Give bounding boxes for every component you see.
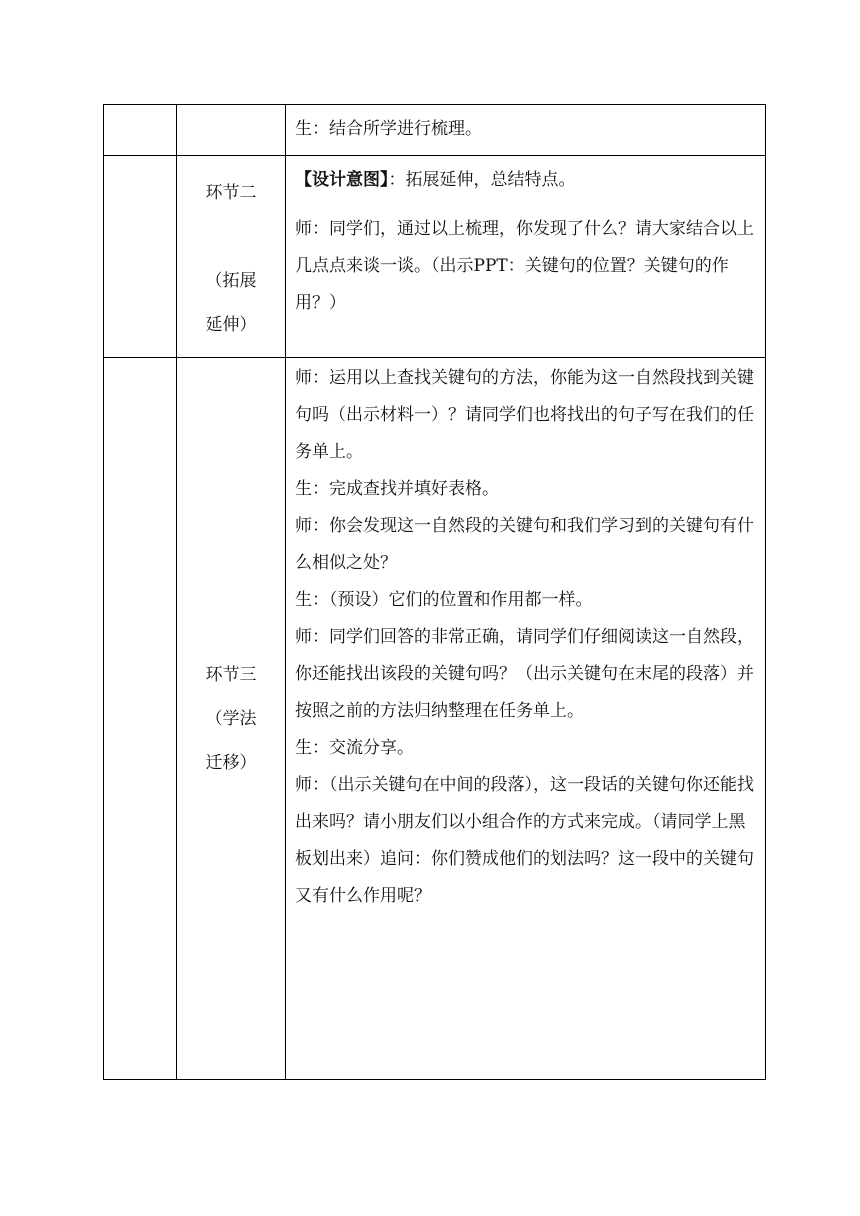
paragraph: 生：交流分享。 [295, 738, 414, 758]
paragraph: 生：（预设）它们的位置和作用都一样。 [295, 590, 593, 610]
content-cell [286, 156, 766, 358]
paragraph: 师：同学们回答的非常正确，请同学们仔细阅读这一自然段，你还能找出该段的关键句吗？（出示关键句在末尾的段落）并按照之前的方法归纳整理在任务单上。 [295, 627, 754, 721]
paragraph: 师：（出示关键句在中间的段落），这一段话的关键句你还能找出来吗？请小朋友们以小组合作的方式来完成。（请同学上黑板划出来）追问：你们赞成他们的划法吗？这一段中的关键句又有什么作用呢？ [295, 775, 754, 906]
design-intent-text: ：拓展延伸，总结特点。 [388, 170, 576, 190]
section-cell [177, 156, 286, 358]
section-cell [177, 358, 286, 1080]
lesson-plan-table [103, 104, 766, 1080]
empty-cell [104, 105, 177, 156]
table-row [104, 156, 766, 358]
section-title: 环节二 [205, 183, 257, 203]
table-row [104, 358, 766, 1080]
design-bracket-open: 【 [295, 170, 312, 190]
table-row [104, 105, 766, 156]
design-bracket-close: 】 [380, 170, 389, 190]
empty-cell [104, 358, 177, 1080]
content-cell [286, 105, 766, 156]
paragraph: 师：同学们，通过以上梳理，你发现了什么？请大家结合以上几点点来谈一谈。（出示PPT：关键句的位置？关键句的作用？） [295, 219, 754, 313]
paragraph: 生：结合所学进行梳理。 [295, 119, 482, 139]
section-title: 环节三 [205, 664, 257, 685]
paragraph: 师：你会发现这一自然段的关键句和我们学习到的关键句有什么相似之处？ [295, 516, 754, 573]
section-subtitle: （拓展延伸） [205, 271, 257, 335]
design-intent [295, 162, 757, 199]
section-subtitle: （学法迁移） [205, 708, 257, 773]
paragraph: 生：完成查找并填好表格。 [295, 479, 499, 499]
content-cell [286, 358, 766, 1080]
section-cell [177, 105, 286, 156]
paragraph: 师：运用以上查找关键句的方法，你能为这一自然段找到关键句吗（出示材料一）？请同学们也将找出的句子写在我们的任务单上。 [295, 368, 754, 462]
empty-cell [104, 156, 177, 358]
design-intent-label: 设计意图 [312, 170, 380, 190]
